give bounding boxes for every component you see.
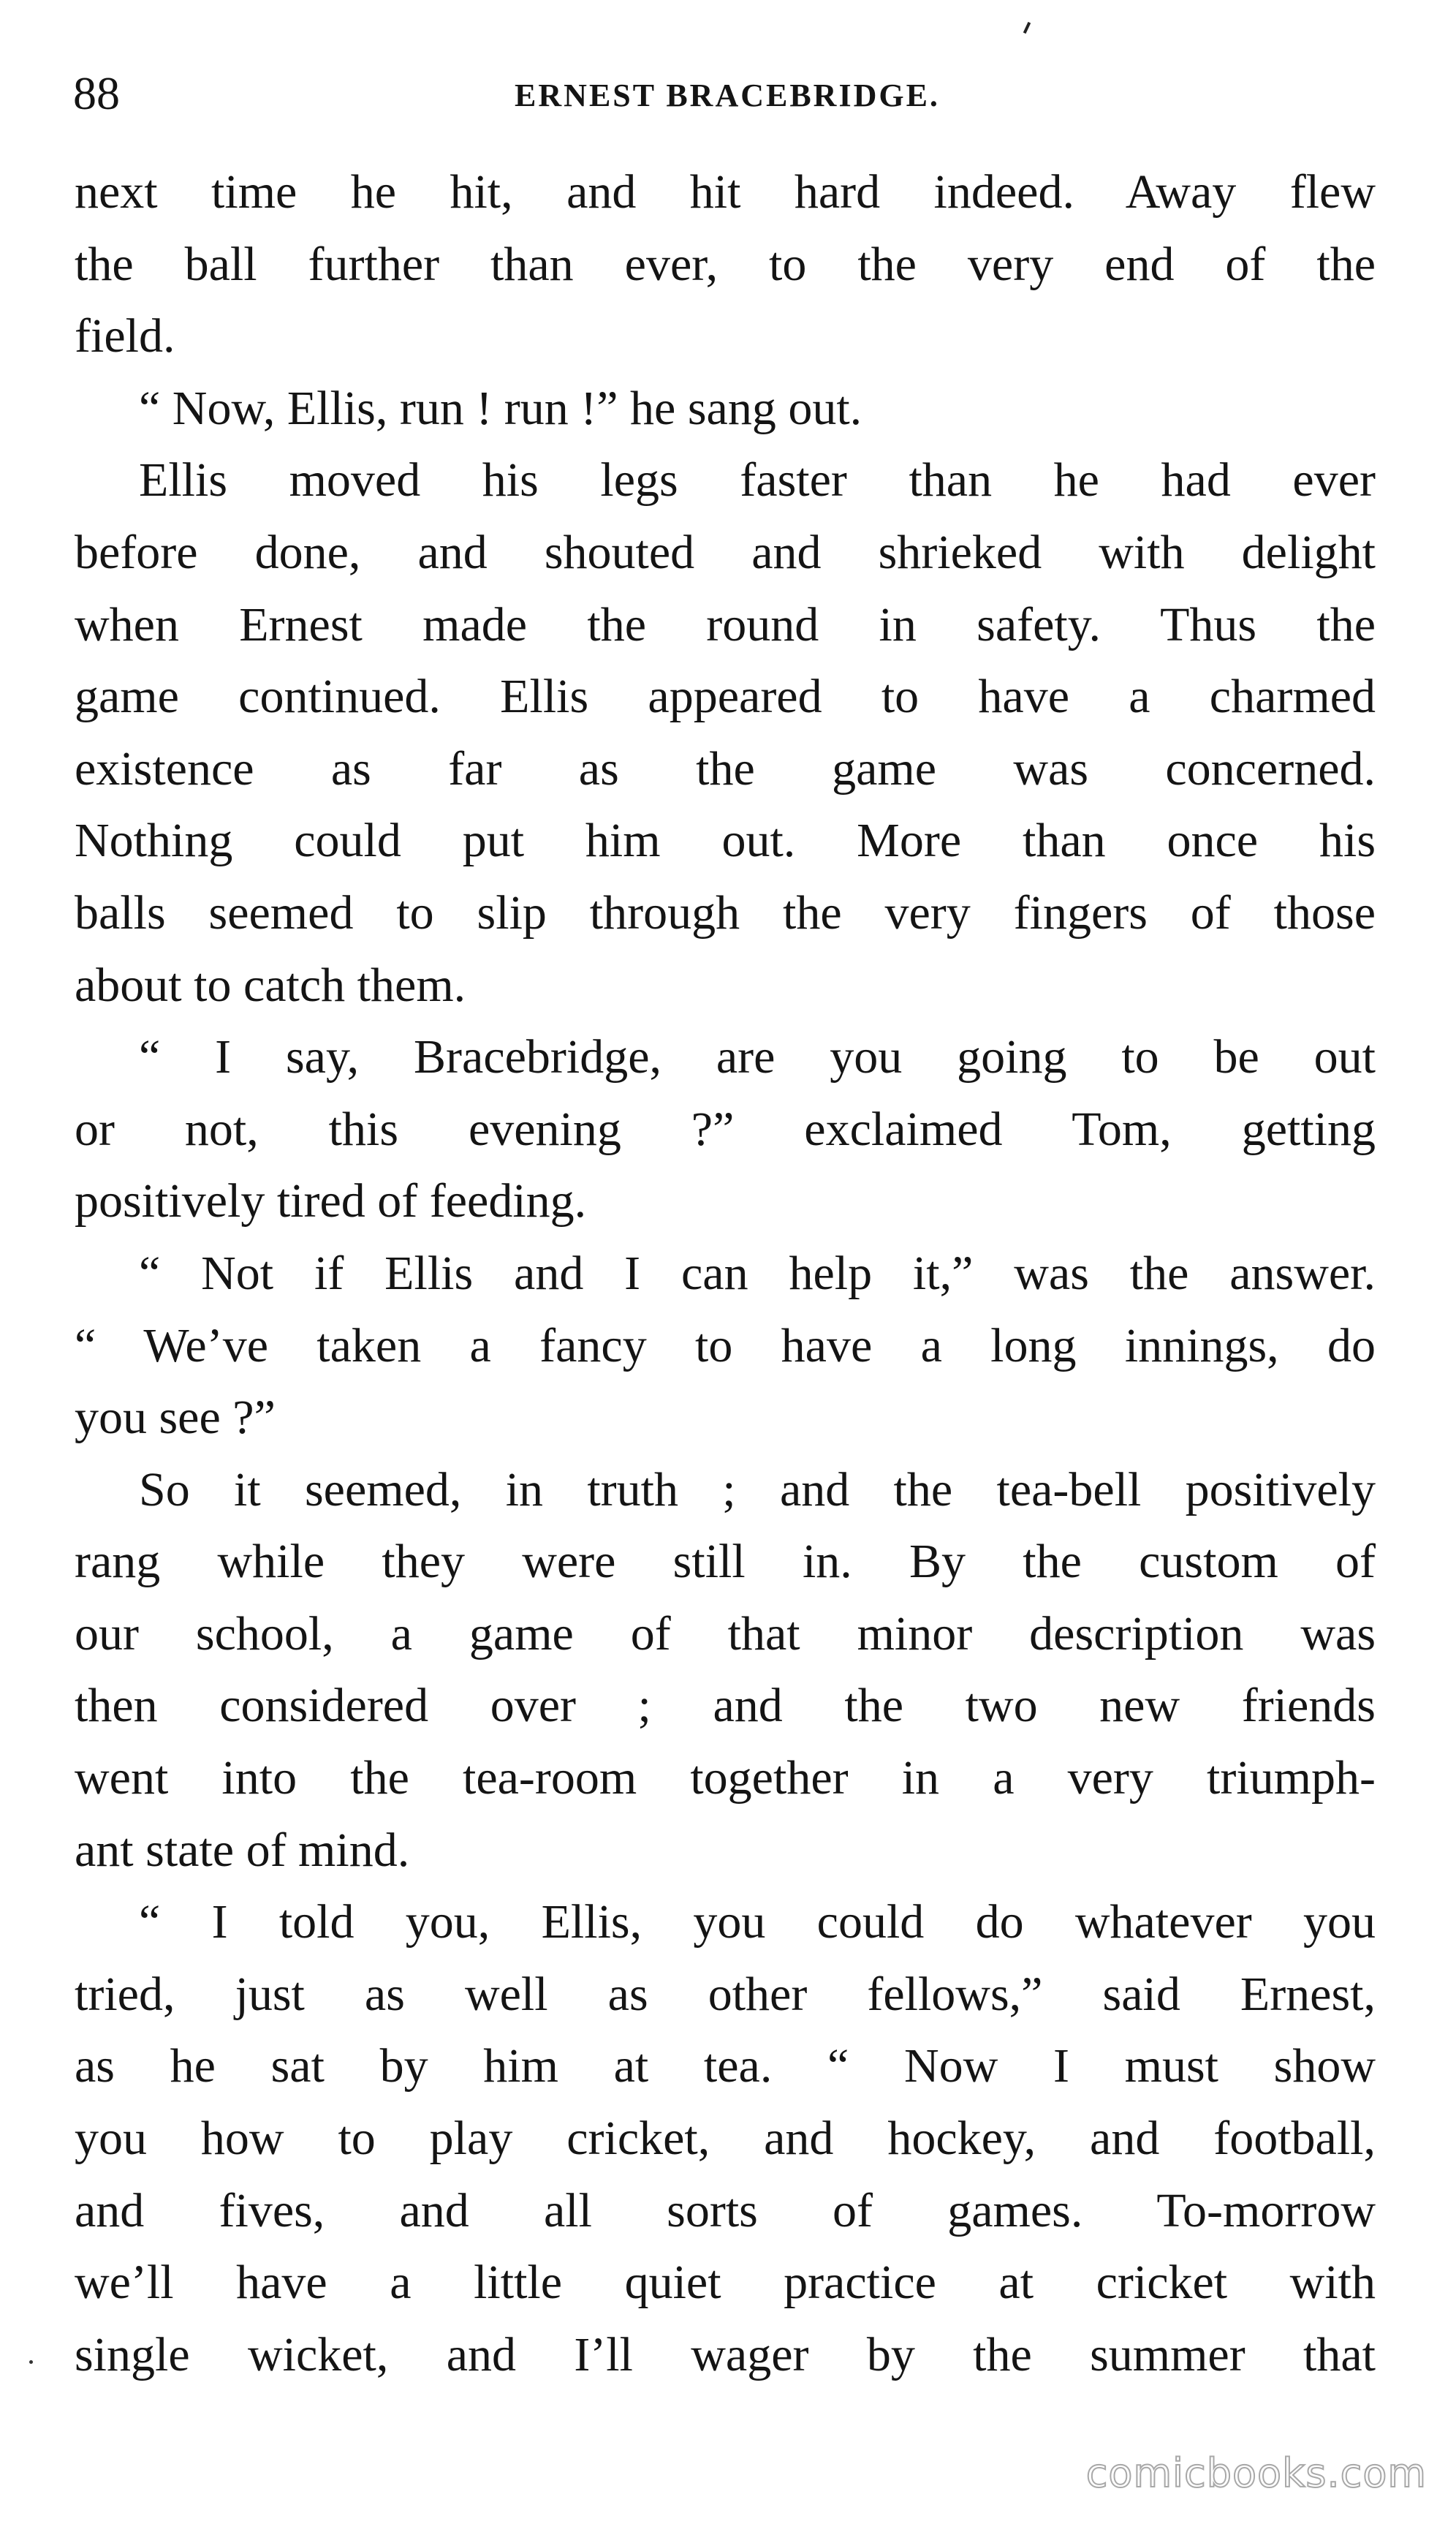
text-line: then considered over ; and the two new friends	[75, 1679, 1376, 1733]
page-number: 88	[73, 67, 120, 119]
text-line: tried, just as well as other fellows,” said Ernest,	[75, 1967, 1376, 2021]
text-line: existence as far as the game was concerned.	[75, 741, 1376, 796]
page-header	[73, 64, 1381, 123]
ink-dot	[29, 2360, 33, 2364]
text-line: our school, a game of that minor description was	[75, 1606, 1376, 1660]
text-line: “ I say, Bracebridge, are you going to be out	[139, 1030, 1376, 1084]
text-line: you how to play cricket, and hockey, and football,	[75, 2112, 1376, 2166]
text-line: “ Not if Ellis and I can help it,” was the answer.	[139, 1246, 1376, 1300]
text-line: next time he hit, and hit hard indeed. Away flew	[75, 165, 1376, 219]
text-line: went into the tea-room together in a very triumph-	[75, 1751, 1376, 1805]
text-line: the ball further than ever, to the very end of the	[75, 237, 1376, 291]
text-line: field.	[75, 309, 175, 363]
text-line: So it seemed, in truth ; and the tea-bell positively	[139, 1462, 1376, 1516]
running-head: ERNEST BRACEBRIDGE.	[515, 78, 940, 113]
body-text	[75, 156, 1376, 2391]
watermark-logo: comicbooks.com	[1085, 2450, 1427, 2496]
text-line: Ellis moved his legs faster than he had ever	[139, 453, 1376, 507]
text-line: ant state of mind.	[75, 1823, 410, 1877]
text-line: “ We’ve taken a fancy to have a long innings, do	[75, 1318, 1376, 1372]
text-line: or not, this evening ?” exclaimed Tom, getting	[75, 1102, 1376, 1156]
ink-speck	[1023, 22, 1031, 34]
text-line: you see ?”	[75, 1391, 276, 1445]
text-line: about to catch them.	[75, 958, 466, 1012]
text-line: “ Now, Ellis, run ! run !” he sang out.	[139, 381, 862, 435]
text-line: when Ernest made the round in safety. Thus the	[75, 597, 1376, 651]
text-line: as he sat by him at tea. “ Now I must show	[75, 2039, 1376, 2093]
text-line: rang while they were still in. By the custom of	[75, 1535, 1376, 1589]
text-line: we’ll have a little quiet practice at cricket with	[75, 2256, 1376, 2310]
text-line: positively tired of feeding.	[75, 1174, 587, 1228]
text-line: single wicket, and I’ll wager by the summer that	[75, 2327, 1376, 2381]
text-line: before done, and shouted and shrieked with delight	[75, 525, 1376, 579]
text-line: game continued. Ellis appeared to have a charmed	[75, 670, 1376, 724]
text-line: balls seemed to slip through the very fingers of those	[75, 885, 1376, 940]
text-line: “ I told you, Ellis, you could do whatever you	[139, 1895, 1376, 1949]
text-line: and fives, and all sorts of games. To-morrow	[75, 2183, 1376, 2237]
text-line: Nothing could put him out. More than once his	[75, 814, 1376, 868]
